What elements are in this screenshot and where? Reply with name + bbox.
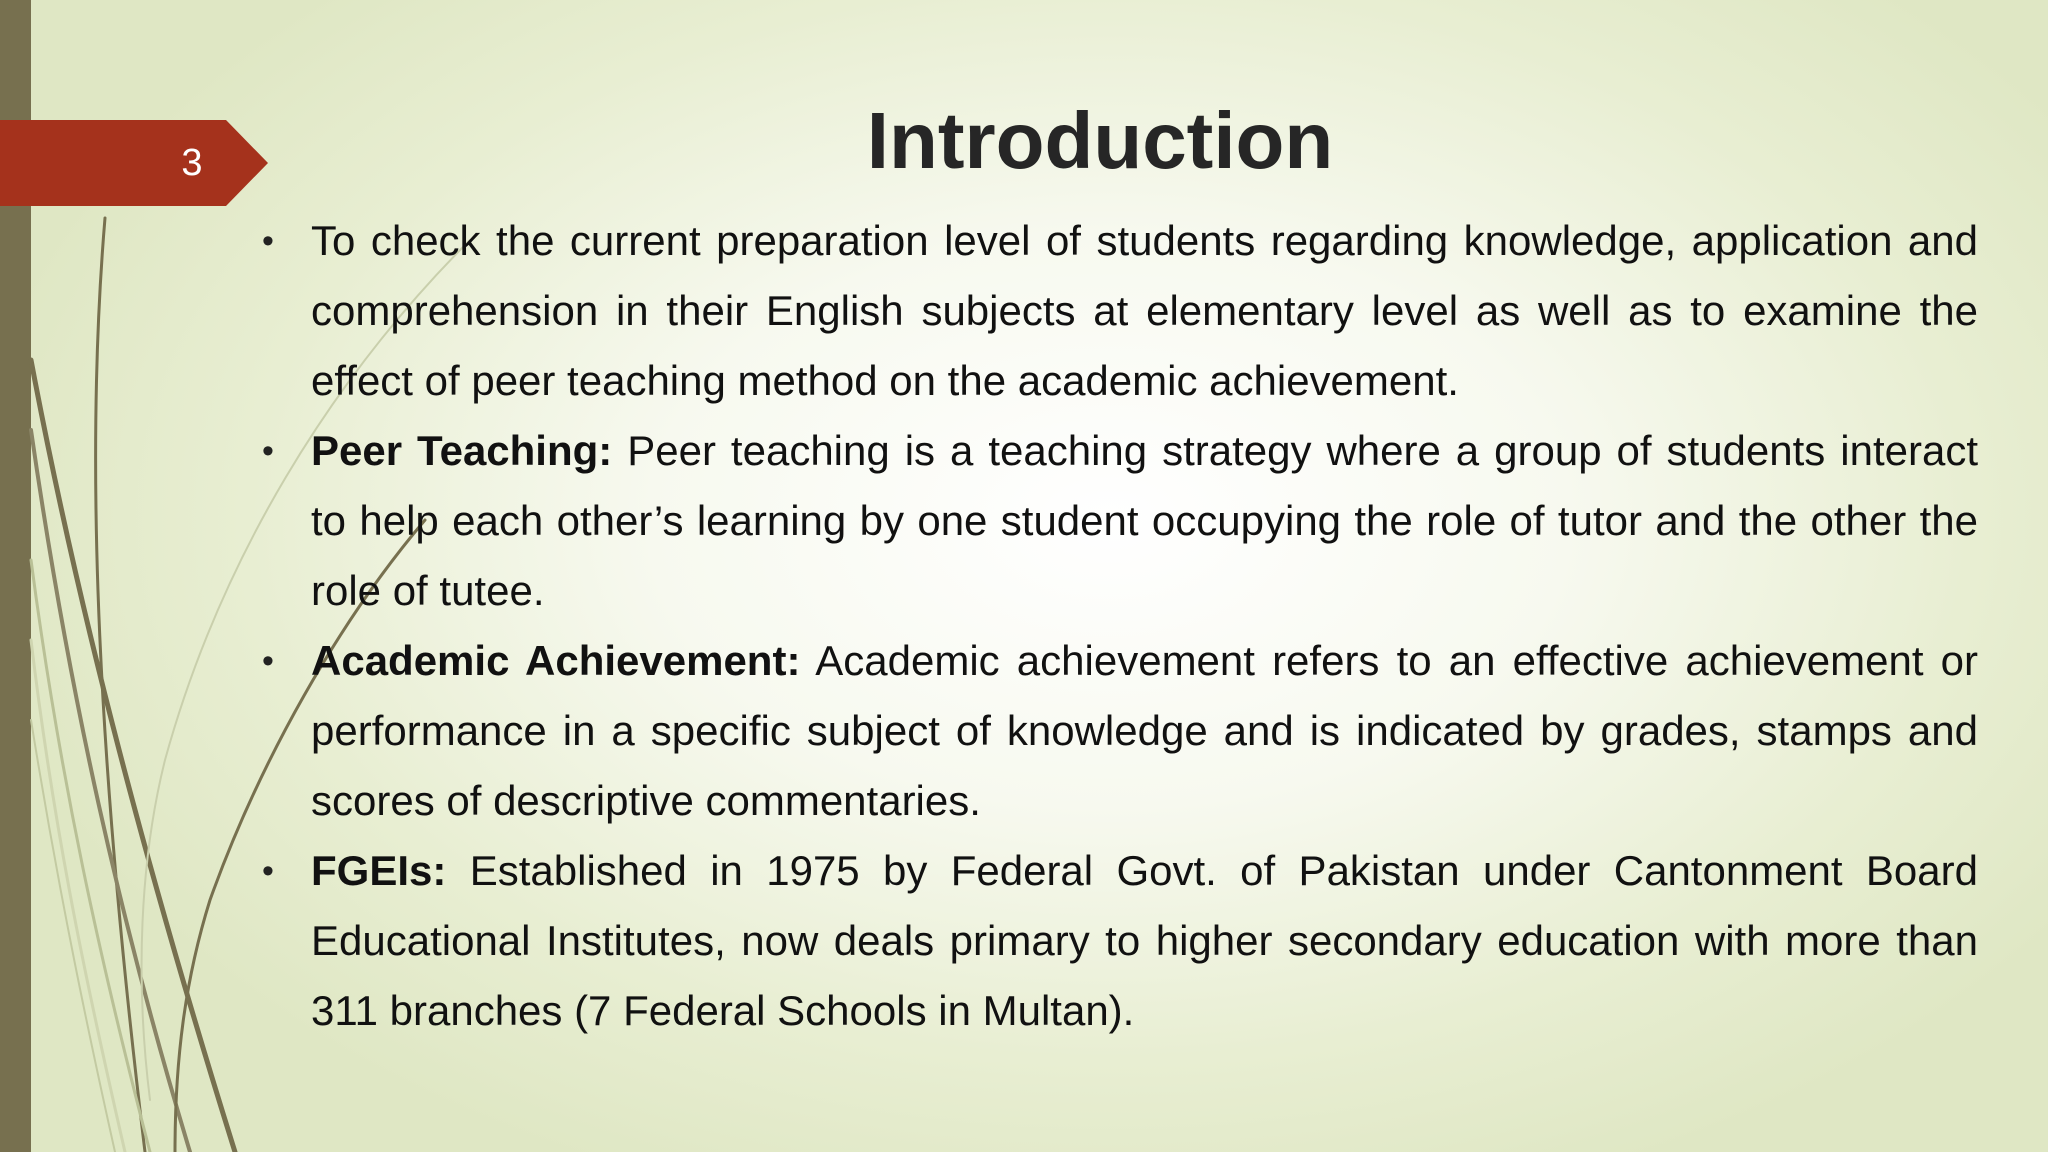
slide-title: Introduction xyxy=(866,96,1334,185)
bullet-text: To check the current preparation level of students regarding knowledge, application and comprehension in their English subjects at elementary level as well as to examine the effect of peer teaching method on the academic achievement. xyxy=(311,217,1978,404)
bullet-list xyxy=(262,206,1978,1046)
bullet-fgeis xyxy=(262,836,1978,1046)
bullet-marker: • xyxy=(262,852,274,890)
bullet-text: Academic achievement refers to an effective achievement or performance in a specific subject of knowledge and is indicated by grades, stamps and scores of descriptive commentaries. xyxy=(311,637,1978,824)
slide-number: 3 xyxy=(181,142,203,184)
bullet-marker: • xyxy=(262,222,274,260)
bullet-marker: • xyxy=(262,642,274,680)
bullet-text: Peer teaching is a teaching strategy where a group of students interact to help each other’s learning by one student occupying the role of tutor and the other the role of tutee. xyxy=(311,427,1978,614)
bullet-objective xyxy=(262,206,1978,416)
bullet-term: FGEIs: xyxy=(311,847,447,894)
bullet-marker: • xyxy=(262,432,274,470)
bullet-academic-achievement xyxy=(262,626,1978,836)
bullet-peer-teaching xyxy=(262,416,1978,626)
bullet-text: Established in 1975 by Federal Govt. of Pakistan under Cantonment Board Educational Institutes, now deals primary to higher secondary education with more than 311 branches (7 Federal Schools in Multan). xyxy=(311,847,1978,1034)
bullet-term: Peer Teaching: xyxy=(311,427,613,474)
bullet-term: Academic Achievement: xyxy=(311,637,801,684)
